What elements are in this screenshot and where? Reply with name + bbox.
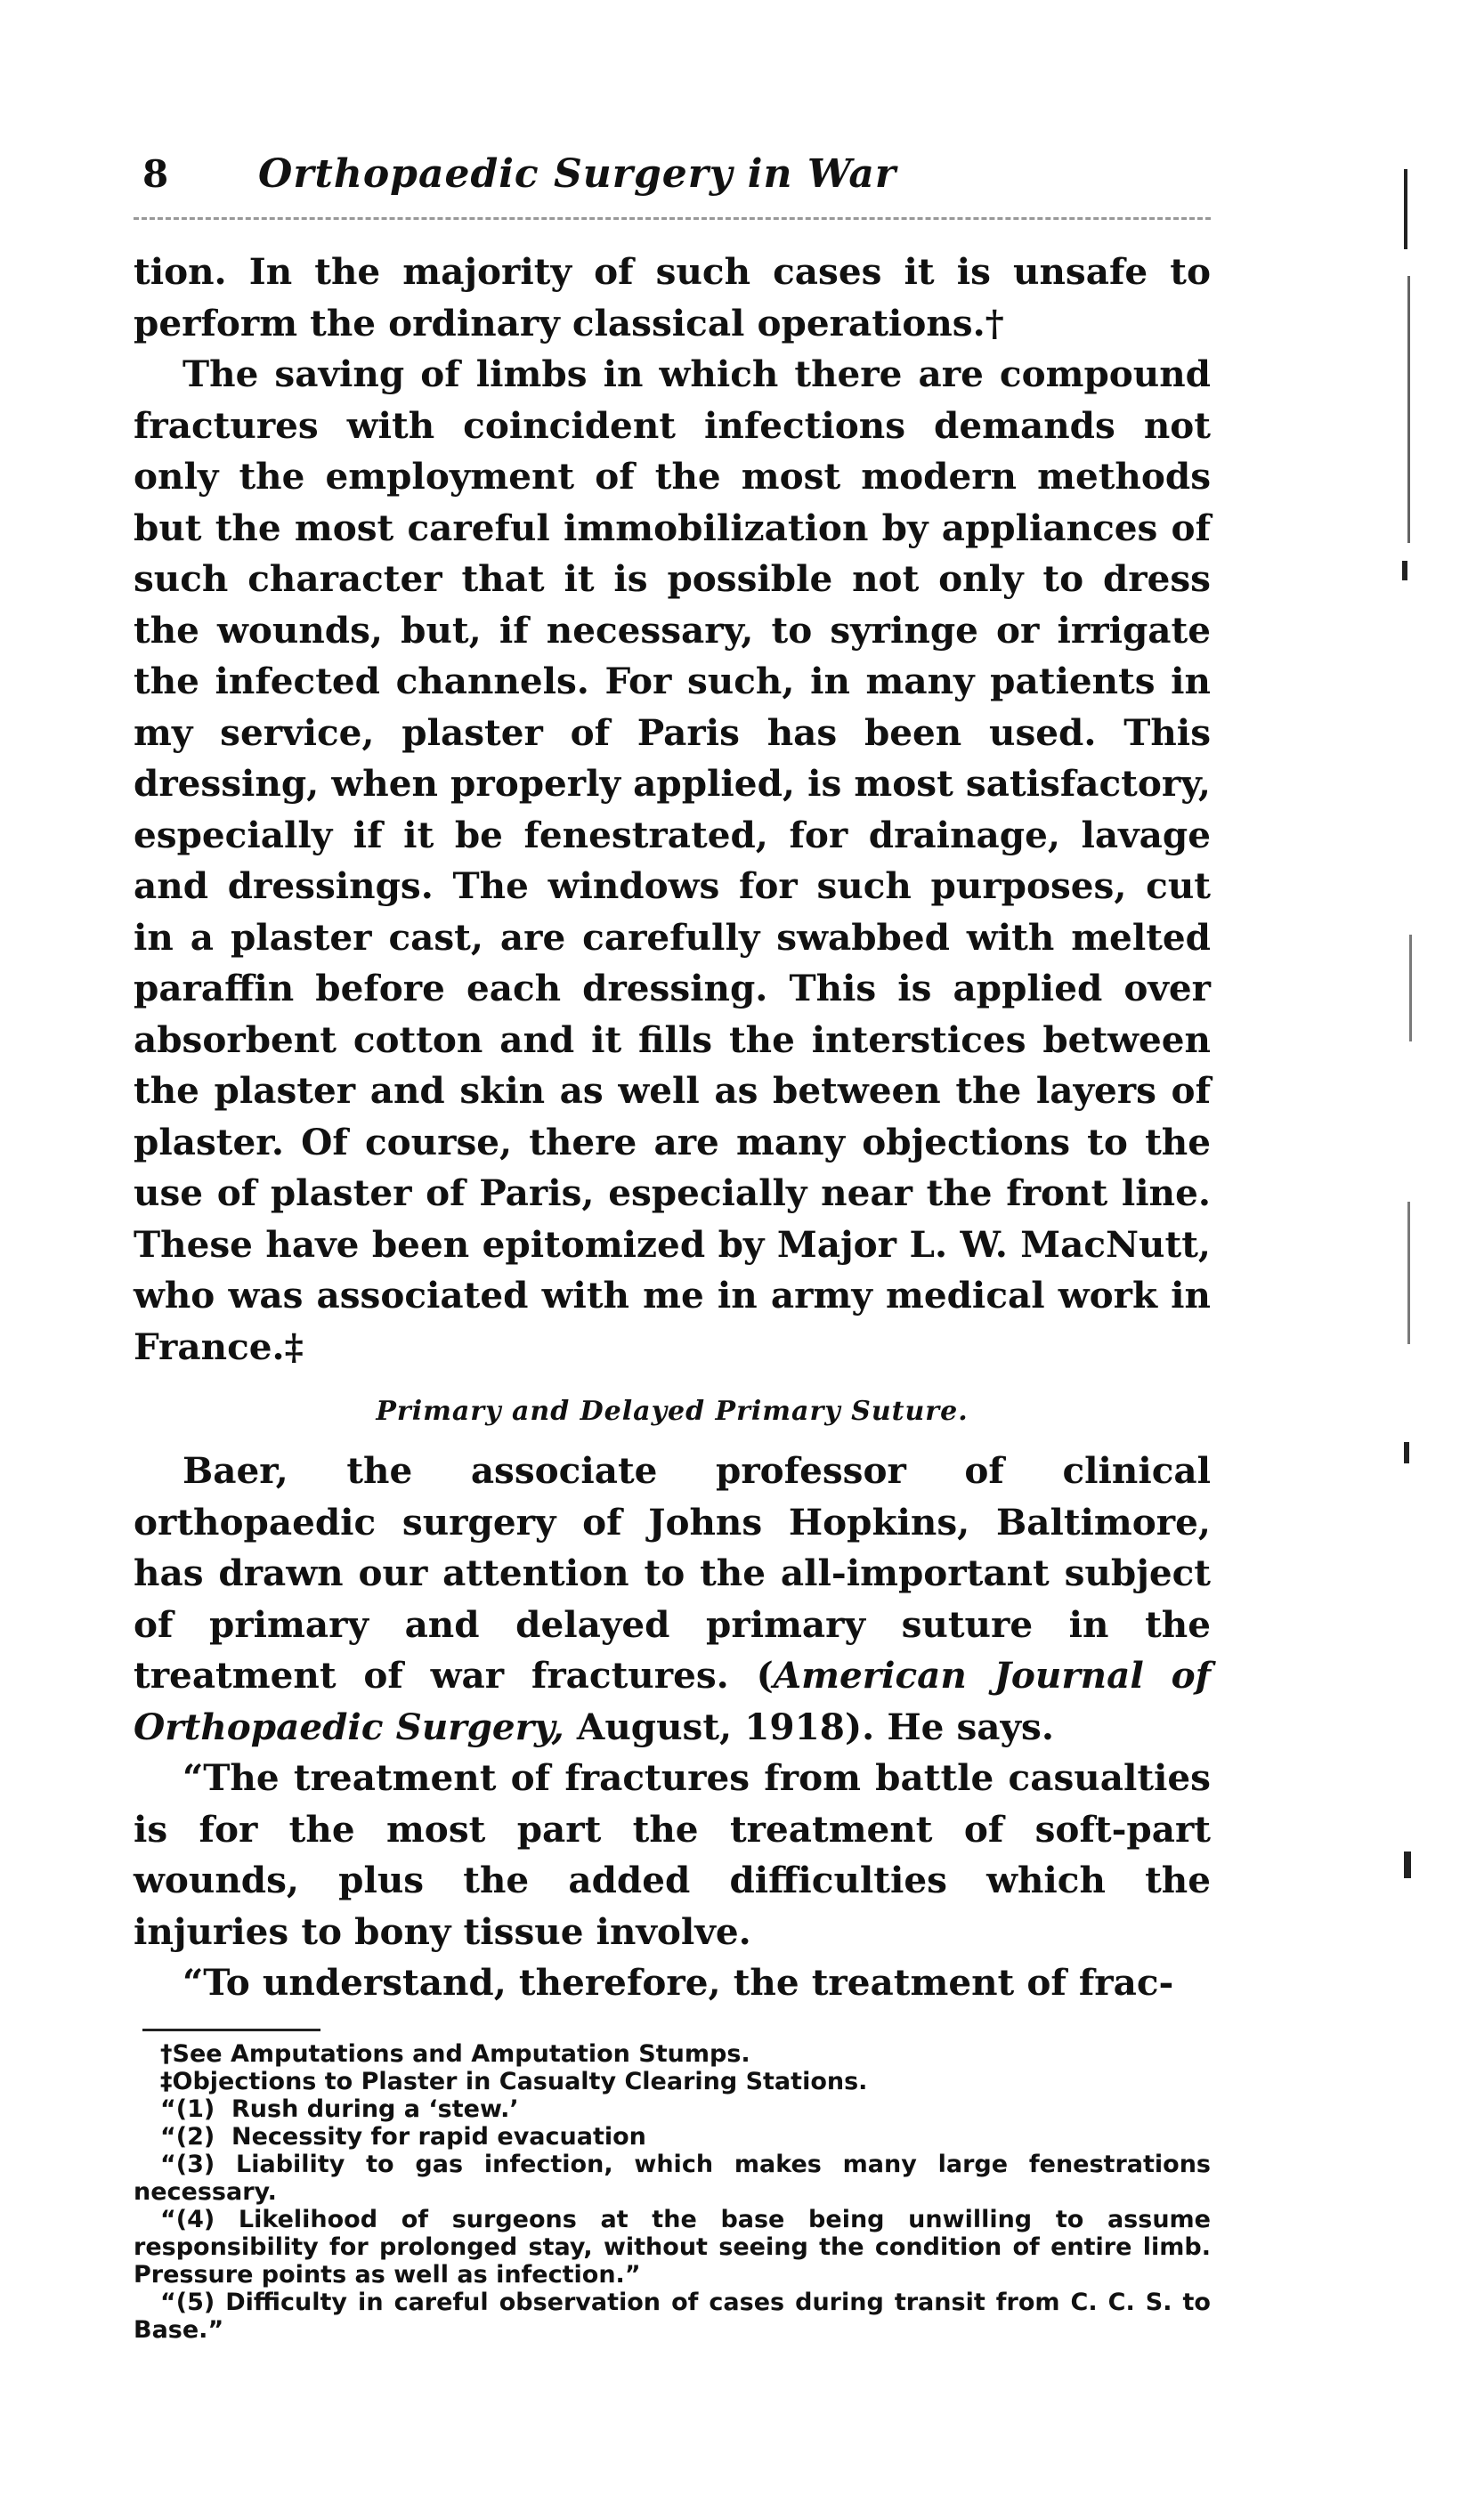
paragraph-baer	[134, 1446, 1211, 1753]
section-subheading: Primary and Delayed Primary Suture.	[376, 1396, 969, 1427]
footnote-objection-4: “(4) Likelihood of surgeons at the base being unwilling to assume responsibility for prolonged stay, without seeing the condition of entire limb. Pressure points as well as infection.”	[134, 2205, 1211, 2289]
page	[134, 151, 1211, 2344]
paragraph-continuation: tion. In the majority of such cases it is unsafe to perform the ordinary classical operations.†	[134, 250, 1211, 344]
journal-title: American Journal of Orthopaedic Surgery,	[134, 1654, 1212, 1748]
paragraph-quote-treatment: “The treatment of fractures from battle casualties is for the most part the treatment of soft-part wounds, plus the added difficulties which the injuries to bony tissue involve.	[134, 1756, 1211, 1953]
footnote-objection-2: “(2) Necessity for rapid evacuation	[160, 2122, 646, 2151]
baer-text-end: August, 1918). He says.	[564, 1705, 1054, 1748]
footnote-dagger: †See Amputations and Amputation Stumps.	[160, 2039, 750, 2068]
margin-mark	[1407, 1202, 1410, 1344]
page-number: 8	[142, 152, 169, 196]
margin-mark	[1404, 1442, 1409, 1463]
page-header	[134, 151, 1211, 205]
header-rule	[134, 217, 1211, 220]
scan-margin-artifacts	[1384, 116, 1438, 1896]
footnote-objection-3: “(3) Liability to gas infection, which makes many large fenestrations necessary.	[134, 2150, 1211, 2206]
footnote-objection-5: “(5) Difficulty in careful observation of cases during transit from C. C. S. to Base.”	[134, 2288, 1211, 2344]
footnote-rule	[142, 2029, 320, 2031]
footnotes	[134, 2040, 1211, 2344]
margin-mark	[1404, 169, 1407, 249]
baer-text-start: Baer, the associate professor of clinical orthopaedic surgery of Johns Hopkins, Baltimore, has drawn our attention to the all-important subject of primary and delayed primary suture in the treatment of war fractures. (	[134, 1449, 1211, 1697]
paragraph-quote-understand: “To understand, therefore, the treatment of frac-	[182, 1961, 1174, 2004]
margin-mark	[1407, 276, 1410, 543]
running-head: Orthopaedic Surgery in War	[258, 151, 897, 197]
margin-mark	[1402, 561, 1407, 580]
margin-mark	[1404, 1852, 1411, 1878]
footnote-double-dagger: ‡Objections to Plaster in Casualty Clearing Stations.	[160, 2067, 868, 2095]
body-text	[134, 247, 1211, 2009]
footnote-objection-1: “(1) Rush during a ‘stew.’	[160, 2095, 519, 2123]
margin-mark	[1409, 935, 1412, 1041]
paragraph-limb-saving: The saving of limbs in which there are compound fractures with coincident infections demands not only the employment of the most modern methods but the most careful immobilization by appliances of such character that it is possible not only to dress the wounds, but, if necessary, to syringe or irrigate the infected channels. For such, in many patients in my service, plaster of Paris has been used. This dressing, when properly applied, is most satisfactory, especially if it be fenestrated, for drainage, lavage and dressings. The windows for such purposes, cut in a plaster cast, are carefully swabbed with melted paraffin before each dressing. This is applied over absorbent cotton and it fills the interstices between the plaster and skin as well as between the layers of plaster. Of course, there are many objections to the use of plaster of Paris, especially near the front line. These have been epitomized by Major L. W. MacNutt, who was associated with me in army medical work in France.‡	[134, 352, 1211, 1368]
